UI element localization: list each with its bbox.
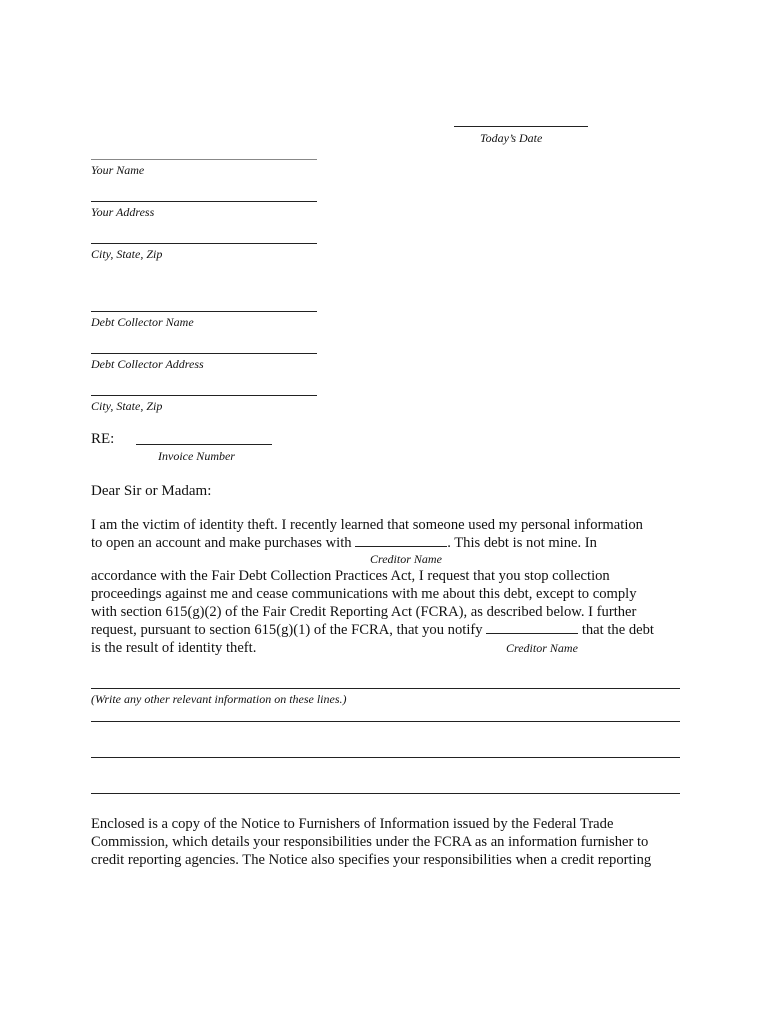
notes-line-4[interactable] — [91, 793, 680, 794]
invoice-number-line[interactable] — [136, 444, 272, 445]
body-line-6-end: that the debt — [578, 622, 654, 638]
invoice-number-label: Invoice Number — [158, 449, 235, 463]
enclosure-line-1: Enclosed is a copy of the Notice to Furnishers of Information issued by the Federal Trade — [91, 816, 614, 832]
body-line-2-end: . This debt is not mine. In — [447, 535, 597, 551]
body-line-5: with section 615(g)(2) of the Fair Credit Reporting Act (FCRA), as described below. I further — [91, 604, 637, 620]
body-line-6 — [91, 621, 654, 639]
collector-name-line[interactable] — [91, 311, 317, 312]
your-address-line[interactable] — [91, 201, 317, 202]
your-city-line[interactable] — [91, 243, 317, 244]
salutation: Dear Sir or Madam: — [91, 483, 212, 499]
date-line[interactable] — [454, 126, 588, 127]
your-address-label: Your Address — [91, 205, 155, 219]
re-label: RE: — [91, 431, 115, 447]
notes-instruction: (Write any other relevant information on these lines.) — [91, 692, 347, 706]
body-line-2 — [91, 534, 597, 552]
enclosure-line-2: Commission, which details your responsibilities under the FCRA as an information furnisher to — [91, 834, 649, 850]
creditor-name-label-2: Creditor Name — [506, 641, 578, 655]
collector-name-label: Debt Collector Name — [91, 315, 194, 329]
collector-address-line[interactable] — [91, 353, 317, 354]
your-name-label: Your Name — [91, 163, 145, 177]
body-line-1: I am the victim of identity theft. I recently learned that someone used my personal information — [91, 517, 643, 533]
creditor-name-blank-1[interactable] — [355, 534, 447, 547]
your-name-line[interactable] — [91, 159, 317, 160]
date-label: Today’s Date — [480, 131, 543, 145]
collector-city-line[interactable] — [91, 395, 317, 396]
collector-city-label: City, State, Zip — [91, 399, 163, 413]
body-line-4: proceedings against me and cease communications with me about this debt, except to comply — [91, 586, 637, 602]
body-line-3: accordance with the Fair Debt Collection Practices Act, I request that you stop collection — [91, 568, 610, 584]
collector-address-label: Debt Collector Address — [91, 357, 204, 371]
creditor-name-label-1: Creditor Name — [370, 552, 442, 566]
creditor-name-blank-2[interactable] — [486, 621, 578, 634]
enclosure-line-3: credit reporting agencies. The Notice also specifies your responsibilities when a credit reporting — [91, 852, 652, 868]
body-line-6-start: request, pursuant to section 615(g)(1) of the FCRA, that you notify — [91, 622, 487, 638]
body-line-2-start: to open an account and make purchases with — [91, 535, 356, 551]
body-line-7: is the result of identity theft. — [91, 640, 257, 656]
notes-line-2[interactable] — [91, 721, 680, 722]
notes-line-3[interactable] — [91, 757, 680, 758]
notes-line-1[interactable] — [91, 688, 680, 689]
your-city-label: City, State, Zip — [91, 247, 163, 261]
